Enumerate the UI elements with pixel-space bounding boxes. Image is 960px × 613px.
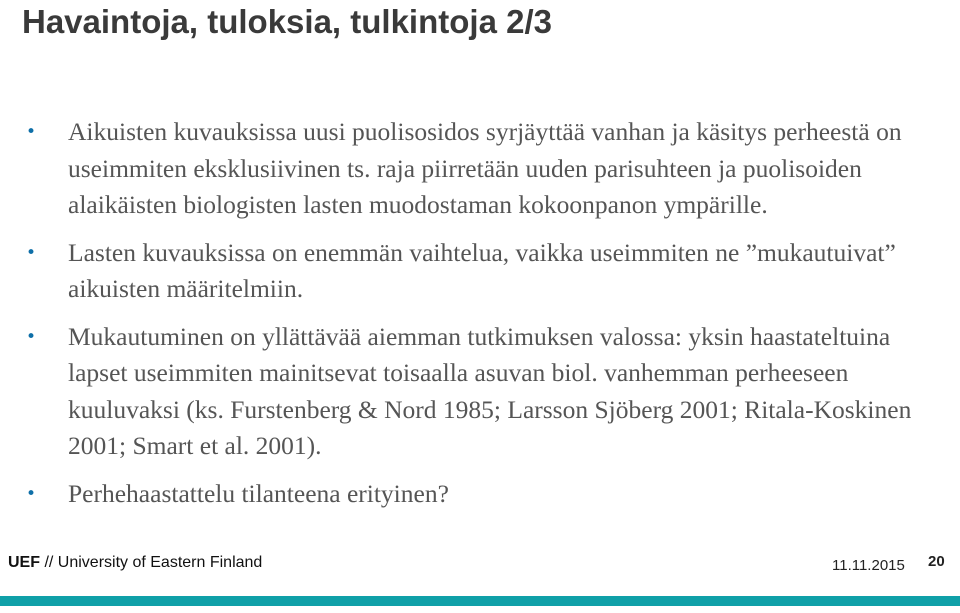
slide-title: Havaintoja, tuloksia, tulkintoja 2/3 bbox=[22, 3, 552, 40]
bullet-text: Lasten kuvauksissa on enemmän vaihtelua, vaikka useimmiten ne ”mukautuivat” aikuisten määritelmiin. bbox=[68, 237, 896, 303]
bullet-item bbox=[22, 114, 937, 224]
bullet-text: Perhehaastattelu tilanteena erityinen? bbox=[68, 478, 449, 508]
bullet-list bbox=[22, 114, 937, 523]
bullet-icon: • bbox=[26, 483, 37, 504]
footer-organization bbox=[8, 553, 262, 573]
footer-org-name: // University of Eastern Finland bbox=[40, 554, 263, 571]
bullet-icon: • bbox=[26, 242, 37, 263]
bullet-text: Mukautuminen on yllättävää aiemman tutkimuksen valossa: yksin haastateltuina lapset useimmiten mainitsevat toisaalla asuvan biol. vanhemman perheeseen kuuluvaksi (ks. Furstenberg & Nord 1985; Larsson Sjöberg 2001; Ritala-Koskinen 2001; Smart et al. 2001). bbox=[68, 321, 912, 460]
footer-date: 11.11.2015 bbox=[832, 557, 905, 574]
bullet-item bbox=[22, 476, 937, 513]
bullet-item bbox=[22, 319, 937, 465]
bullet-icon: • bbox=[26, 122, 37, 142]
footer-org-abbrev: UEF bbox=[8, 554, 40, 571]
footer-accent-bar bbox=[0, 596, 960, 606]
bullet-text: Aikuisten kuvauksissa uusi puolisosidos syrjäyttää vanhan ja käsitys perheestä on useimmiten eksklusiivinen ts. raja piirretään uuden parisuhteen ja puolisoiden alaikäisten biologisten lasten muodostaman kokoonpanon ympärille. bbox=[68, 117, 902, 219]
bullet-icon: • bbox=[26, 326, 37, 347]
bullet-item bbox=[22, 235, 937, 308]
page-number: 20 bbox=[928, 553, 945, 570]
